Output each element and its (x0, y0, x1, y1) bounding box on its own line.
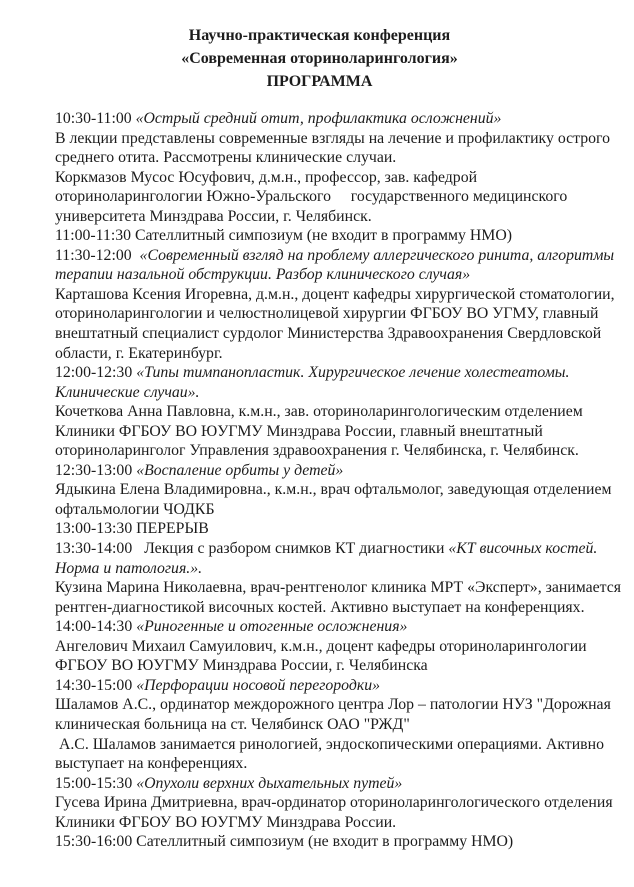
text-run: Гусева Ирина Дмитриевна, врач-ординатор оториноларингологического отделения (55, 794, 613, 812)
program-line (55, 715, 584, 735)
talk-title: «Острый средний отит, профилактика осложнений» (135, 110, 502, 127)
program-line (55, 265, 584, 285)
program-line (55, 832, 584, 852)
program-line (55, 598, 584, 618)
program-line (55, 754, 584, 774)
program-line (55, 226, 584, 246)
document-header (55, 24, 584, 93)
talk-title: «Опухоли верхних дыхательных путей» (136, 774, 403, 792)
program-line (55, 578, 622, 598)
program-line (55, 735, 604, 755)
program-line (55, 461, 584, 481)
text-run: 11:30-12:00 (55, 246, 140, 264)
text-run: Карташова Ксения Игоревна, д.м.н., доцент кафедры хирургической стоматологии, (55, 285, 615, 303)
program-line (55, 148, 584, 168)
text-run: университета Минздрава России, г. Челябинск. (55, 207, 372, 225)
text-run: Ангелович Михаил Самуилович, к.м.н., доцент кафедры оториноларингологии (55, 637, 587, 655)
text-run: выступает на конференциях. (55, 755, 248, 773)
program-line (55, 207, 584, 227)
program-line (55, 324, 602, 344)
program-line (55, 500, 584, 520)
text-run: среднего отита. Рассмотрены клинические случаи. (55, 149, 397, 167)
text-run: Клиники ФГБОУ ВО ЮУГМУ Минздрава России. (55, 813, 397, 831)
program-line (55, 539, 598, 559)
talk-title: терапии назальной обструкции. Разбор клинического случая» (55, 266, 471, 284)
talk-title: «Перфорации носовой перегородки» (136, 676, 381, 694)
text-run: области, г. Екатеринбург. (55, 344, 223, 362)
program-line (55, 637, 587, 657)
program-line (55, 559, 584, 579)
conference-title-line2: «Современная оториноларингология» (181, 50, 458, 67)
text-run: 15:00-15:30 (55, 774, 137, 792)
program-line (55, 285, 615, 305)
text-run: 13:00-13:30 ПЕРЕРЫВ (55, 520, 209, 538)
program-line (55, 813, 584, 833)
text-run: Кочеткова Анна Павловна, к.м.н., зав. оториноларингологическим отделением (55, 403, 583, 421)
program-line (55, 304, 599, 324)
program-line (55, 383, 584, 403)
program (55, 109, 622, 852)
text-run: оториноларинголог Управления здравоохранения г. Челябинска, г. Челябинск. (55, 442, 579, 460)
text-run: офтальмологии ЧОДКБ (55, 500, 215, 518)
program-line (55, 441, 584, 461)
text-run: Кузина Марина Николаевна, врач-рентгенолог клиника МРТ «Эксперт», занимается (55, 579, 622, 597)
talk-title: «Современный взгляд на проблему аллергического ринита, алгоритмы (139, 246, 615, 264)
text-run: 10:30-11:00 (55, 110, 136, 127)
talk-title: Клинические случаи». (55, 383, 200, 401)
text-run: 15:30-16:00 Сателлитный симпозиум (не входит в программу НМО) (55, 833, 514, 851)
program-line (55, 676, 584, 696)
text-run: клиническая больница на ст. Челябинск ОАО "РЖД" (55, 715, 410, 733)
program-line (55, 246, 615, 266)
text-run: внештатный специалист сурдолог Министерства Здравоохранения Свердловской (55, 325, 602, 343)
text-run: рентген-диагностикой височных костей. Активно выступает на конференциях. (55, 598, 585, 616)
program-heading: ПРОГРАММА (266, 73, 373, 90)
program-line (55, 402, 584, 422)
conference-title-line1: Научно-практическая конференция (188, 27, 451, 44)
program-line (55, 519, 584, 539)
text-run: оториноларингологии и челюстнолицевой хирургии ФГБОУ ВО УГМУ, главный (55, 305, 599, 323)
program-line (55, 617, 584, 637)
program-line (55, 344, 584, 364)
program-line (55, 695, 611, 715)
text-run: 12:00-12:30 (55, 364, 137, 382)
program-line (55, 363, 584, 383)
talk-title: Норма и патология.». (55, 559, 203, 577)
text-run: В лекции представлены современные взгляды на лечение и профилактику острого (55, 129, 611, 147)
talk-title: «КТ височных костей. (448, 540, 598, 558)
program-line (55, 656, 584, 676)
text-run: 11:00-11:30 Сателлитный симпозиум (не входит в программу НМО) (55, 227, 513, 245)
text-run: 14:00-14:30 (55, 618, 137, 636)
program-line (55, 109, 584, 129)
program-line (55, 793, 613, 813)
program-line (55, 422, 584, 442)
text-run: А.С. Шаламов занимается ринологией, эндоскопическими операциями. Активно (55, 735, 604, 753)
text-run: 12:30-13:00 (55, 461, 137, 479)
program-line (55, 129, 611, 149)
text-run: оториноларингологии Южно-Уральского государственного медицинского (55, 188, 568, 206)
text-run: Коркмазов Мусос Юсуфович, д.м.н., профессор, зав. кафедрой (55, 168, 478, 186)
talk-title: «Воспаление орбиты у детей» (136, 461, 344, 479)
text-run: Шаламов А.С., ординатор междорожного центра Лор – патологии НУЗ "Дорожная (55, 696, 611, 714)
program-line (55, 774, 584, 794)
text-run: Клиники ФГБОУ ВО ЮУГМУ Минздрава России, главный внештатный (55, 422, 543, 440)
text-run: 13:30-14:00 Лекция с разбором снимков КТ диагностики (55, 540, 449, 558)
talk-title: «Типы тимпанопластик. Хирургическое лечение холестеатомы. (136, 364, 570, 382)
program-line (55, 168, 584, 188)
talk-title: «Риногенные и отогенные осложнения» (136, 618, 408, 636)
program-line (55, 480, 612, 500)
text-run: 14:30-15:00 (55, 676, 137, 694)
text-run: ФГБОУ ВО ЮУГМУ Минздрава России, г. Челябинска (55, 657, 428, 675)
text-run: Ядыкина Елена Владимировна., к.м.н., врач офтальмолог, заведующая отделением (55, 481, 612, 499)
program-line (55, 187, 584, 207)
